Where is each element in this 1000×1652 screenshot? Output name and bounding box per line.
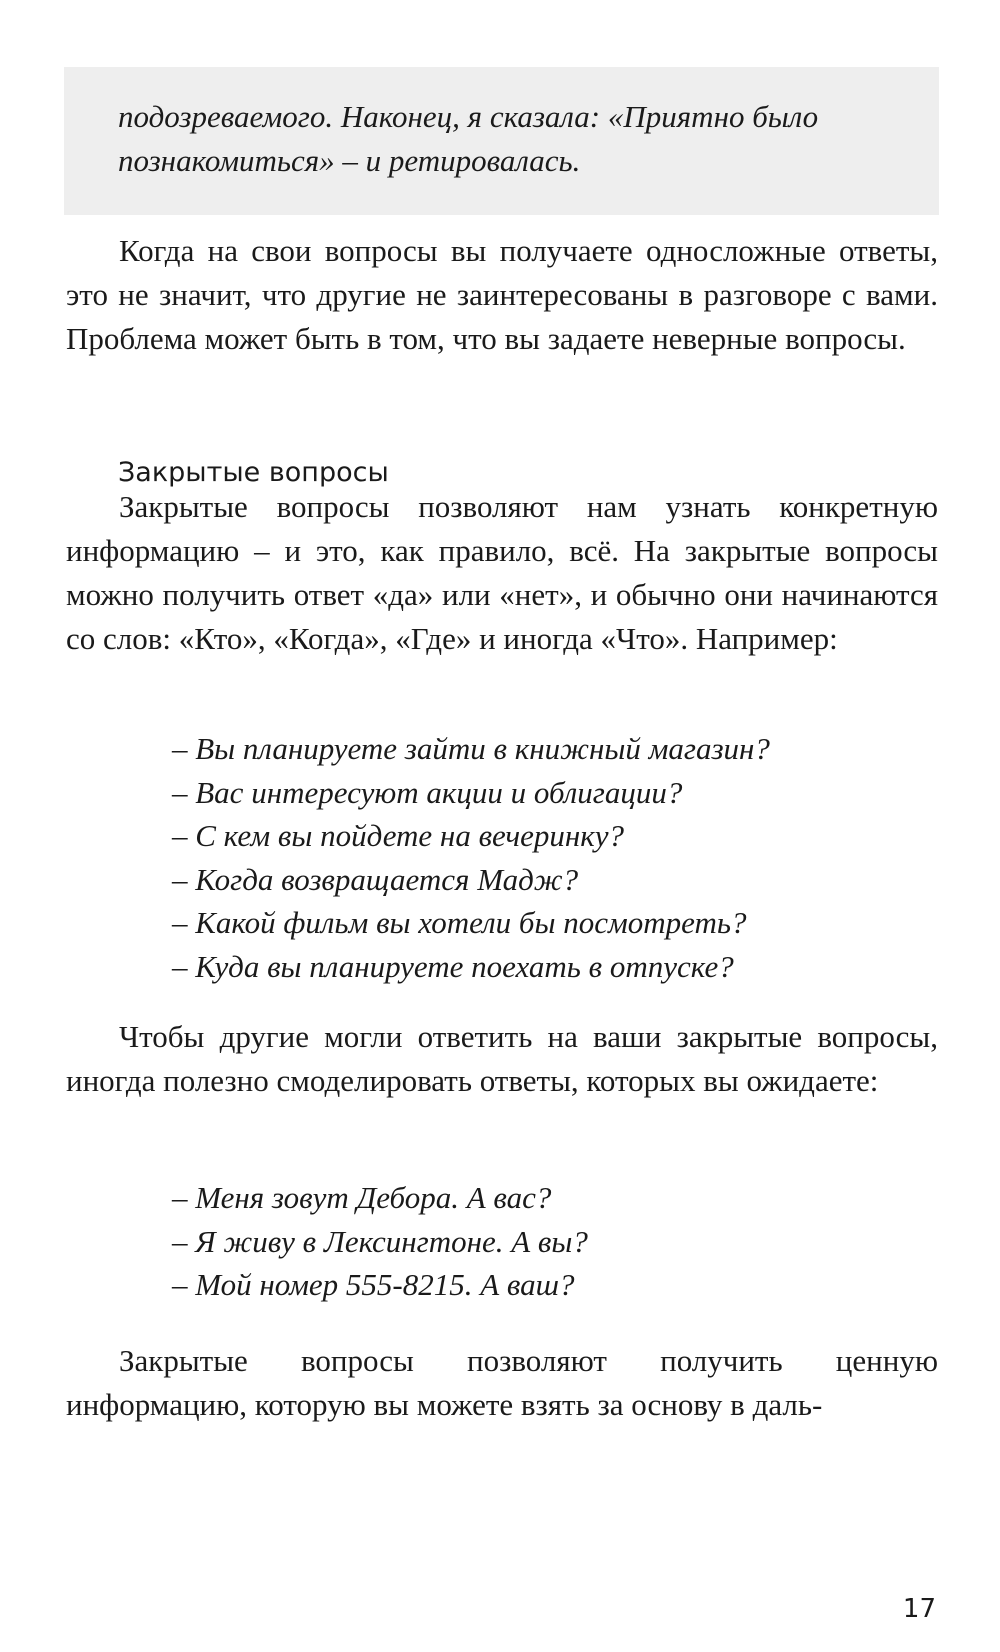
- section-heading: Закрытые вопросы: [118, 457, 389, 488]
- example-item: – Какой фильм вы хотели бы посмотреть?: [172, 905, 747, 940]
- example-item: – Вас интересуют акции и облигации?: [172, 774, 683, 810]
- example-item: – Я живу в Лексингтоне. А вы?: [172, 1223, 588, 1259]
- page-number: 17: [902, 1594, 936, 1624]
- example-item: – С кем вы пойдете на вечеринку?: [172, 818, 625, 853]
- example-item: – Когда возвращается Мадж?: [172, 861, 579, 897]
- paragraph-one-syllable-answers: Когда на свои вопросы вы получаете односложные ответы, это не значит, что другие не заинтересованы в разговоре с вами. Проблема может быть в том, что вы задаете неверные вопросы.: [66, 233, 938, 356]
- example-item: – Вы планируете зайти в книжный магазин?: [172, 731, 770, 766]
- example-item: – Куда вы планируете поехать в отпуске?: [172, 948, 734, 984]
- callout-text: подозреваемого. Наконец, я сказала: «Приятно было познакомиться» – и ретировалась.: [118, 99, 819, 178]
- closed-question-examples: [172, 727, 932, 988]
- example-item: – Меня зовут Дебора. А вас?: [172, 1180, 552, 1215]
- paragraph-closed-questions: Закрытые вопросы позволяют нам узнать конкретную информацию – и это, как правило, всё. На закрытые вопросы можно получить ответ «да» или «нет», и обычно они начинаются со слов: «Кто», «Когда», «Где» и иногда «Что». Например:: [66, 489, 938, 656]
- quote-callout: [64, 67, 939, 215]
- paragraph-valuable-information: Закрытые вопросы позволяют получить ценную информацию, которую вы можете взять за основу в даль-: [66, 1343, 938, 1422]
- paragraph-modeling-answers: Чтобы другие могли ответить на ваши закрытые вопросы, иногда полезно смоделировать ответы, которых вы ожидаете:: [66, 1019, 938, 1098]
- example-item: – Мой номер 555-8215. А ваш?: [172, 1267, 575, 1302]
- modeled-answer-examples: [172, 1176, 932, 1307]
